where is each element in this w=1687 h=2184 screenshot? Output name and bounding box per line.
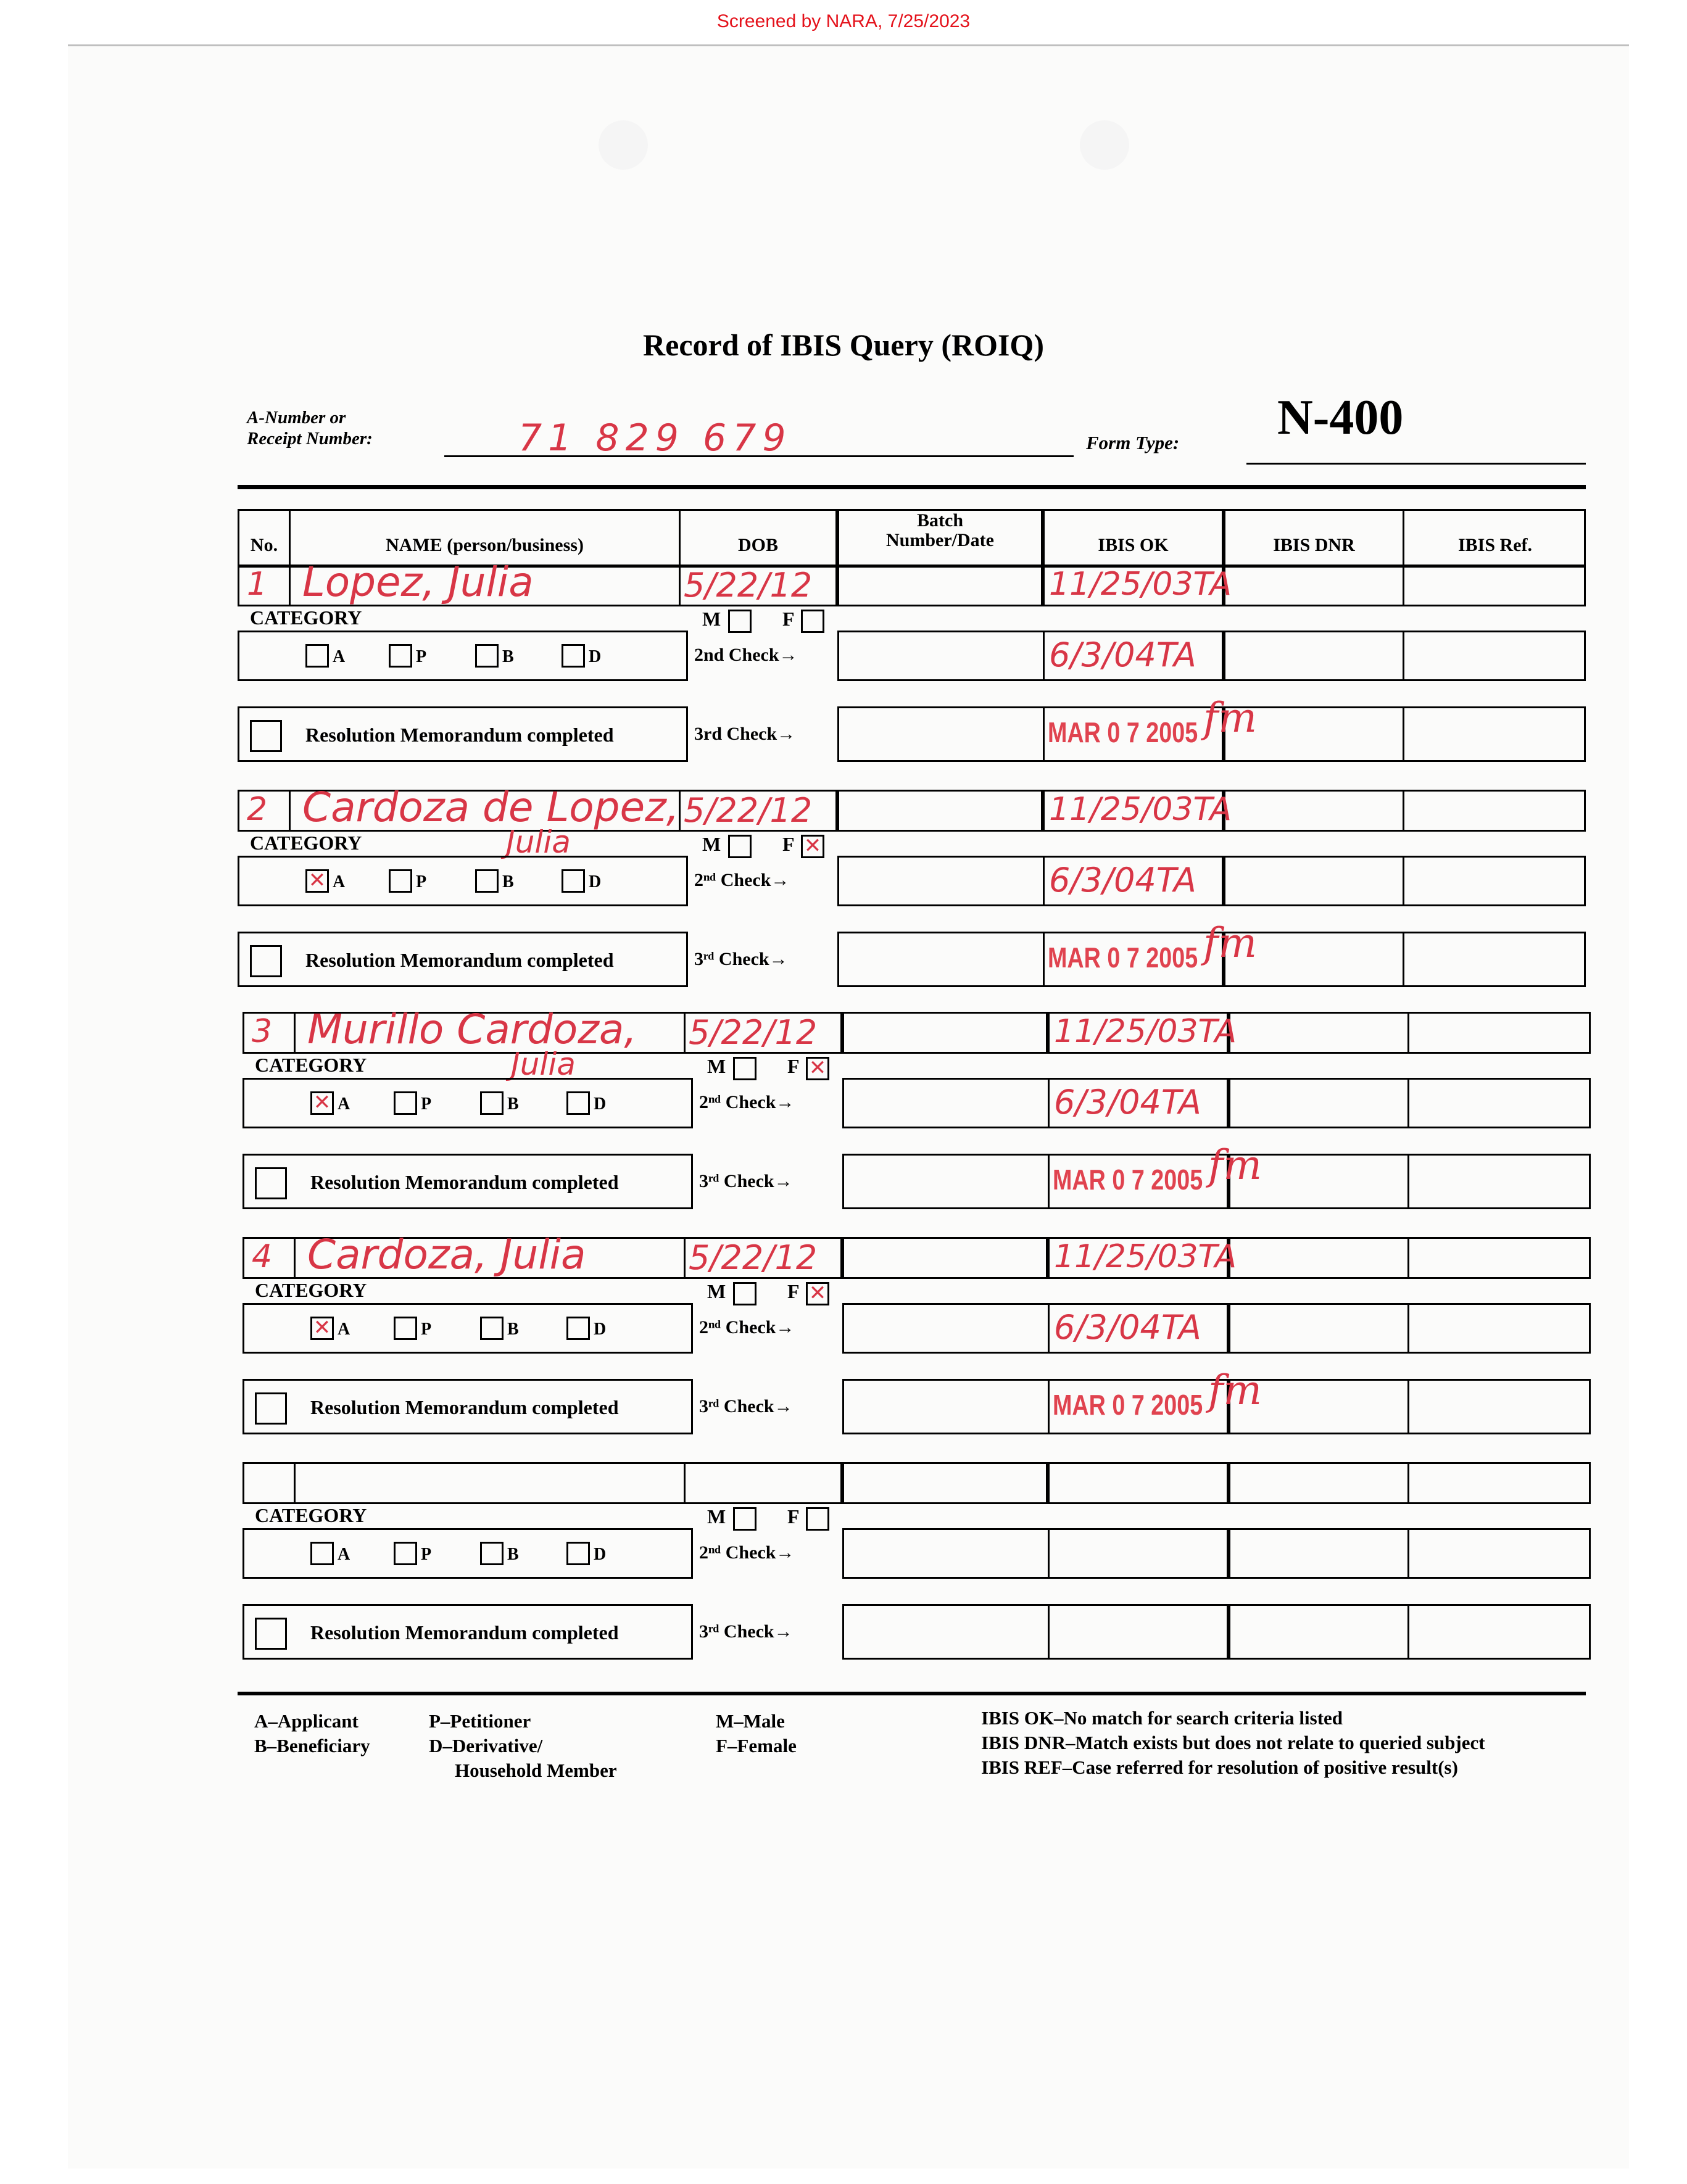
- resolution-label: Resolution Memorandum completed: [310, 1621, 619, 1644]
- label-female: F: [782, 608, 795, 630]
- second-check-label: 2ⁿᵈ Check→: [694, 870, 790, 890]
- category-letter-d: D: [594, 1094, 607, 1114]
- checkbox-male[interactable]: [728, 835, 752, 858]
- category-checkbox-p[interactable]: [389, 644, 412, 668]
- form-type-line: [1246, 463, 1586, 465]
- record-number: 2: [247, 791, 268, 828]
- resolution-label: Resolution Memorandum completed: [305, 724, 614, 746]
- checkbox-female[interactable]: ✕: [806, 1282, 829, 1305]
- resolution-checkbox[interactable]: [255, 1618, 287, 1650]
- ibis-ok-date: 11/25/03TA: [1049, 566, 1232, 603]
- record-number: 4: [252, 1238, 273, 1275]
- legend-ibis: IBIS OK–No match for search criteria listed IBIS DNR–Match exists but does not relate to queried subject IBIS REF–Case referred for resolution of positive result(s): [981, 1707, 1485, 1778]
- category-letter-b: B: [502, 872, 514, 891]
- second-check-label: 2ⁿᵈ Check→: [699, 1317, 795, 1338]
- third-check-label: 3ʳᵈ Check→: [699, 1396, 793, 1417]
- category-letter-d: D: [594, 1320, 607, 1339]
- checkbox-female[interactable]: ✕: [806, 1057, 829, 1080]
- category-checkbox-b[interactable]: [475, 869, 499, 893]
- checkbox-female[interactable]: [806, 1507, 829, 1531]
- label-male: M: [707, 1055, 726, 1077]
- label-male: M: [702, 833, 721, 855]
- header-rule: [238, 485, 1586, 489]
- category-letter-b: B: [507, 1094, 519, 1114]
- category-letter-b: B: [507, 1545, 519, 1564]
- category-checkbox-a[interactable]: ✕: [310, 1091, 334, 1115]
- category-label: CATEGORY: [255, 1054, 367, 1076]
- screened-note: Screened by NARA, 7/25/2023: [716, 11, 971, 31]
- resolution-checkbox[interactable]: [255, 1167, 287, 1199]
- resolution-checkbox[interactable]: [255, 1392, 287, 1425]
- category-letter-a: A: [338, 1320, 350, 1339]
- record-name[interactable]: Murillo Cardoza,: [307, 1006, 637, 1053]
- second-check-date: 6/3/04TA: [1054, 1308, 1201, 1347]
- a-number-label: A-Number or Receipt Number:: [247, 408, 373, 449]
- category-checkbox-d[interactable]: [562, 869, 585, 893]
- checkbox-male[interactable]: [733, 1507, 756, 1531]
- category-letter-d: D: [594, 1545, 607, 1564]
- resolution-label: Resolution Memorandum completed: [310, 1171, 619, 1193]
- category-label: CATEGORY: [255, 1279, 367, 1301]
- ibis-ok-date: 11/25/03TA: [1054, 1013, 1237, 1050]
- date-stamp: MAR 0 7 2005: [1048, 716, 1198, 748]
- category-letter-p: P: [421, 1545, 432, 1564]
- category-checkbox-d[interactable]: [566, 1542, 590, 1565]
- resolution-label: Resolution Memorandum completed: [310, 1396, 619, 1418]
- ibis-ok-date: 11/25/03TA: [1049, 791, 1232, 828]
- checkbox-female[interactable]: ✕: [801, 835, 824, 858]
- category-label: CATEGORY: [250, 832, 362, 854]
- category-checkbox-d[interactable]: [566, 1091, 590, 1115]
- record-number: 3: [252, 1013, 273, 1050]
- category-checkbox-d[interactable]: [562, 644, 585, 668]
- checkbox-male[interactable]: [733, 1282, 756, 1305]
- category-label: CATEGORY: [250, 606, 362, 629]
- col-ibis-ref: IBIS Ref.: [1457, 535, 1532, 555]
- record-number: 1: [247, 566, 268, 603]
- category-checkbox-b[interactable]: [480, 1542, 504, 1565]
- resolution-checkbox[interactable]: [250, 945, 282, 977]
- category-checkbox-d[interactable]: [566, 1317, 590, 1340]
- second-check-label: 2ⁿᵈ Check→: [699, 1092, 795, 1112]
- category-checkbox-b[interactable]: [480, 1317, 504, 1340]
- record-dob[interactable]: 5/22/12: [684, 791, 813, 830]
- second-check-date: 6/3/04TA: [1054, 1083, 1201, 1122]
- category-checkbox-a[interactable]: ✕: [310, 1317, 334, 1340]
- form-title: Record of IBIS Query (ROIQ): [643, 328, 1044, 362]
- col-batch: Batch Number/Date: [886, 510, 994, 550]
- category-checkbox-a[interactable]: ✕: [305, 869, 329, 893]
- category-letter-p: P: [416, 647, 427, 666]
- third-check-label: 3ʳᵈ Check→: [699, 1621, 793, 1642]
- category-letter-p: P: [421, 1320, 432, 1339]
- legend-categories: A–Applicant B–Beneficiary: [254, 1710, 370, 1756]
- category-letter-a: A: [333, 872, 346, 891]
- col-no: No.: [250, 535, 278, 555]
- date-stamp: MAR 0 7 2005: [1053, 1164, 1203, 1196]
- ibis-ok-date: 11/25/03TA: [1054, 1238, 1237, 1275]
- category-letter-p: P: [416, 872, 427, 891]
- category-checkbox-p[interactable]: [394, 1317, 417, 1340]
- category-checkbox-b[interactable]: [475, 644, 499, 668]
- record-name[interactable]: Cardoza de Lopez,: [302, 784, 679, 831]
- category-letter-b: B: [502, 647, 514, 666]
- footer-rule: [238, 1692, 1586, 1695]
- category-checkbox-b[interactable]: [480, 1091, 504, 1115]
- form-type-label: Form Type:: [1086, 432, 1180, 453]
- punch-hole: [1080, 120, 1129, 170]
- punch-hole: [599, 120, 648, 170]
- category-checkbox-p[interactable]: [389, 869, 412, 893]
- legend-gender: M–Male F–Female: [716, 1710, 797, 1756]
- category-letter-a: A: [338, 1545, 350, 1564]
- label-female: F: [787, 1280, 800, 1302]
- category-letter-d: D: [589, 872, 602, 891]
- initials: fm: [1203, 694, 1258, 742]
- category-checkbox-a[interactable]: [310, 1542, 334, 1565]
- category-letter-b: B: [507, 1320, 519, 1339]
- col-name: NAME (person/business): [386, 535, 584, 555]
- category-checkbox-p[interactable]: [394, 1091, 417, 1115]
- record-name-cont: Julia: [511, 1046, 576, 1082]
- record-dob[interactable]: 5/22/12: [689, 1238, 818, 1277]
- col-ibis-ok: IBIS OK: [1098, 535, 1169, 555]
- label-female: F: [782, 833, 795, 855]
- date-stamp: MAR 0 7 2005: [1048, 941, 1198, 974]
- col-dob: DOB: [737, 535, 778, 555]
- category-letter-p: P: [421, 1094, 432, 1114]
- label-female: F: [787, 1505, 800, 1528]
- record-name[interactable]: Lopez, Julia: [302, 558, 534, 606]
- record-name-cont: Julia: [506, 824, 571, 860]
- label-male: M: [702, 608, 721, 630]
- col-ibis-dnr: IBIS DNR: [1273, 535, 1355, 555]
- category-letter-a: A: [338, 1094, 350, 1114]
- checkbox-male[interactable]: [733, 1057, 756, 1080]
- resolution-checkbox[interactable]: [250, 720, 282, 752]
- initials: fm: [1208, 1141, 1262, 1189]
- category-checkbox-a[interactable]: [305, 644, 329, 668]
- checkbox-female[interactable]: [801, 610, 824, 633]
- record-name[interactable]: Cardoza, Julia: [307, 1231, 586, 1278]
- third-check-label: 3ʳᵈ Check→: [694, 949, 788, 969]
- initials: fm: [1208, 1367, 1262, 1414]
- form-type-value: N-400: [1277, 391, 1404, 445]
- second-check-date: 6/3/04TA: [1049, 861, 1196, 900]
- legend-derivatives: P–Petitioner D–Derivative/ Household Member: [429, 1710, 617, 1781]
- checkbox-male[interactable]: [728, 610, 752, 633]
- third-check-label: 3rd Check→: [694, 724, 796, 744]
- category-checkbox-p[interactable]: [394, 1542, 417, 1565]
- category-letter-d: D: [589, 647, 602, 666]
- category-letter-a: A: [333, 647, 346, 666]
- label-female: F: [787, 1055, 800, 1077]
- second-check-label: 2nd Check→: [694, 645, 798, 665]
- record-dob[interactable]: 5/22/12: [684, 566, 813, 605]
- label-male: M: [707, 1505, 726, 1528]
- third-check-label: 3ʳᵈ Check→: [699, 1171, 793, 1191]
- category-label: CATEGORY: [255, 1504, 367, 1526]
- date-stamp: MAR 0 7 2005: [1053, 1389, 1203, 1421]
- record-dob[interactable]: 5/22/12: [689, 1013, 818, 1052]
- second-check-date: 6/3/04TA: [1049, 635, 1196, 674]
- initials: fm: [1203, 919, 1258, 967]
- label-male: M: [707, 1280, 726, 1302]
- resolution-label: Resolution Memorandum completed: [305, 949, 614, 971]
- a-number-value[interactable]: 71 829 679: [518, 416, 792, 460]
- second-check-label: 2ⁿᵈ Check→: [699, 1542, 795, 1563]
